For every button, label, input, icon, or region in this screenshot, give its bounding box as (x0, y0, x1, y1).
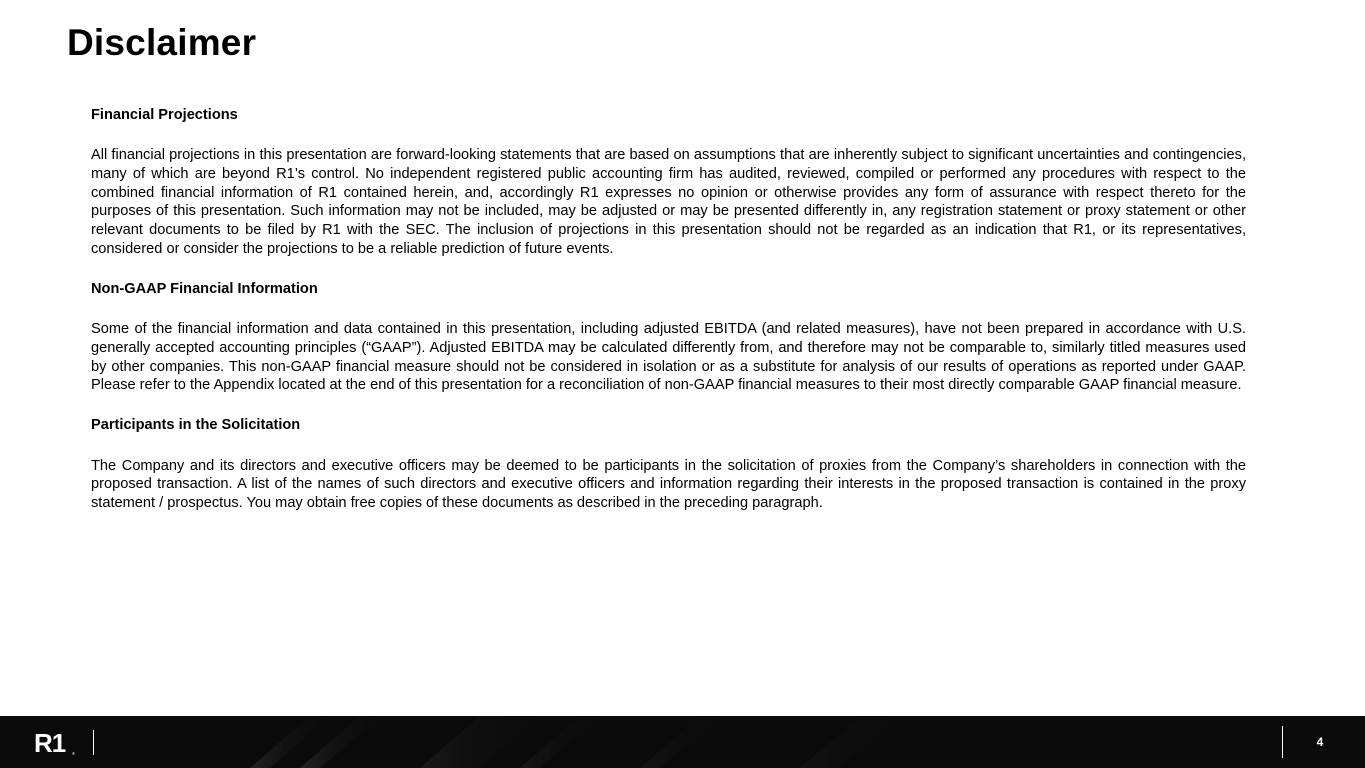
footer-divider-right (1282, 726, 1283, 758)
section-participants (91, 416, 1246, 512)
footer-bar (0, 716, 1365, 768)
section-heading: Financial Projections (91, 107, 238, 123)
section-body: The Company and its directors and executive officers may be deemed to be participants in the solicitation of proxies from the Company’s shareholders in connection with the proposed transaction. A list of the names of such directors and executive officers and information regarding their interests in the proposed transaction is contained in the proxy statement / prospectus. You may obtain free copies of these documents as described in the preceding paragraph. (91, 457, 1246, 512)
r1-logo: R1 (34, 728, 66, 758)
section-financial-projections (91, 106, 1246, 258)
registered-mark: ® (72, 751, 75, 756)
section-non-gaap (91, 280, 1246, 395)
disclaimer-content (91, 106, 1246, 534)
section-body: Some of the financial information and data contained in this presentation, including adjusted EBITDA (and related measures), have not been prepared in accordance with U.S. generally accepted accounting principles (“GAAP”). Adjusted EBITDA may be calculated differently from, and therefore may not be comparable to, similarly titled measures used by other companies. This non-GAAP financial measure should not be considered in isolation or as a substitute for analysis of our results of operations as reported under GAAP. Please refer to the Appendix located at the end of this presentation for a reconciliation of non-GAAP financial measures to their most directly comparable GAAP financial measure. (91, 321, 1246, 394)
section-heading: Participants in the Solicitation (91, 417, 301, 434)
footer-stripes-decoration (0, 716, 1365, 768)
footer-divider-left (93, 730, 94, 755)
page-title: Disclaimer (67, 22, 257, 63)
page-number: 4 (1316, 735, 1324, 749)
section-heading: Non-GAAP Financial Information (91, 280, 318, 297)
section-body: All financial projections in this presentation are forward-looking statements that are based on assumptions that are inherently subject to significant uncertainties and contingencies, many of which are beyond R1’s control. No independent registered public accounting firm has audited, reviewed, compiled or performed any procedures with respect to the combined financial information of R1 contained herein, and, accordingly R1 expresses no opinion or otherwise provides any form of assurance with respect thereto for the purposes of this presentation. Such information may not be included, may be adjusted or may be presented differently in, any registration statement or proxy statement or other relevant documents to be filed by R1 with the SEC. The inclusion of projections in this presentation should not be regarded as an indication that R1, or its representatives, considered or consider the projections to be a reliable prediction of future events. (91, 147, 1246, 257)
